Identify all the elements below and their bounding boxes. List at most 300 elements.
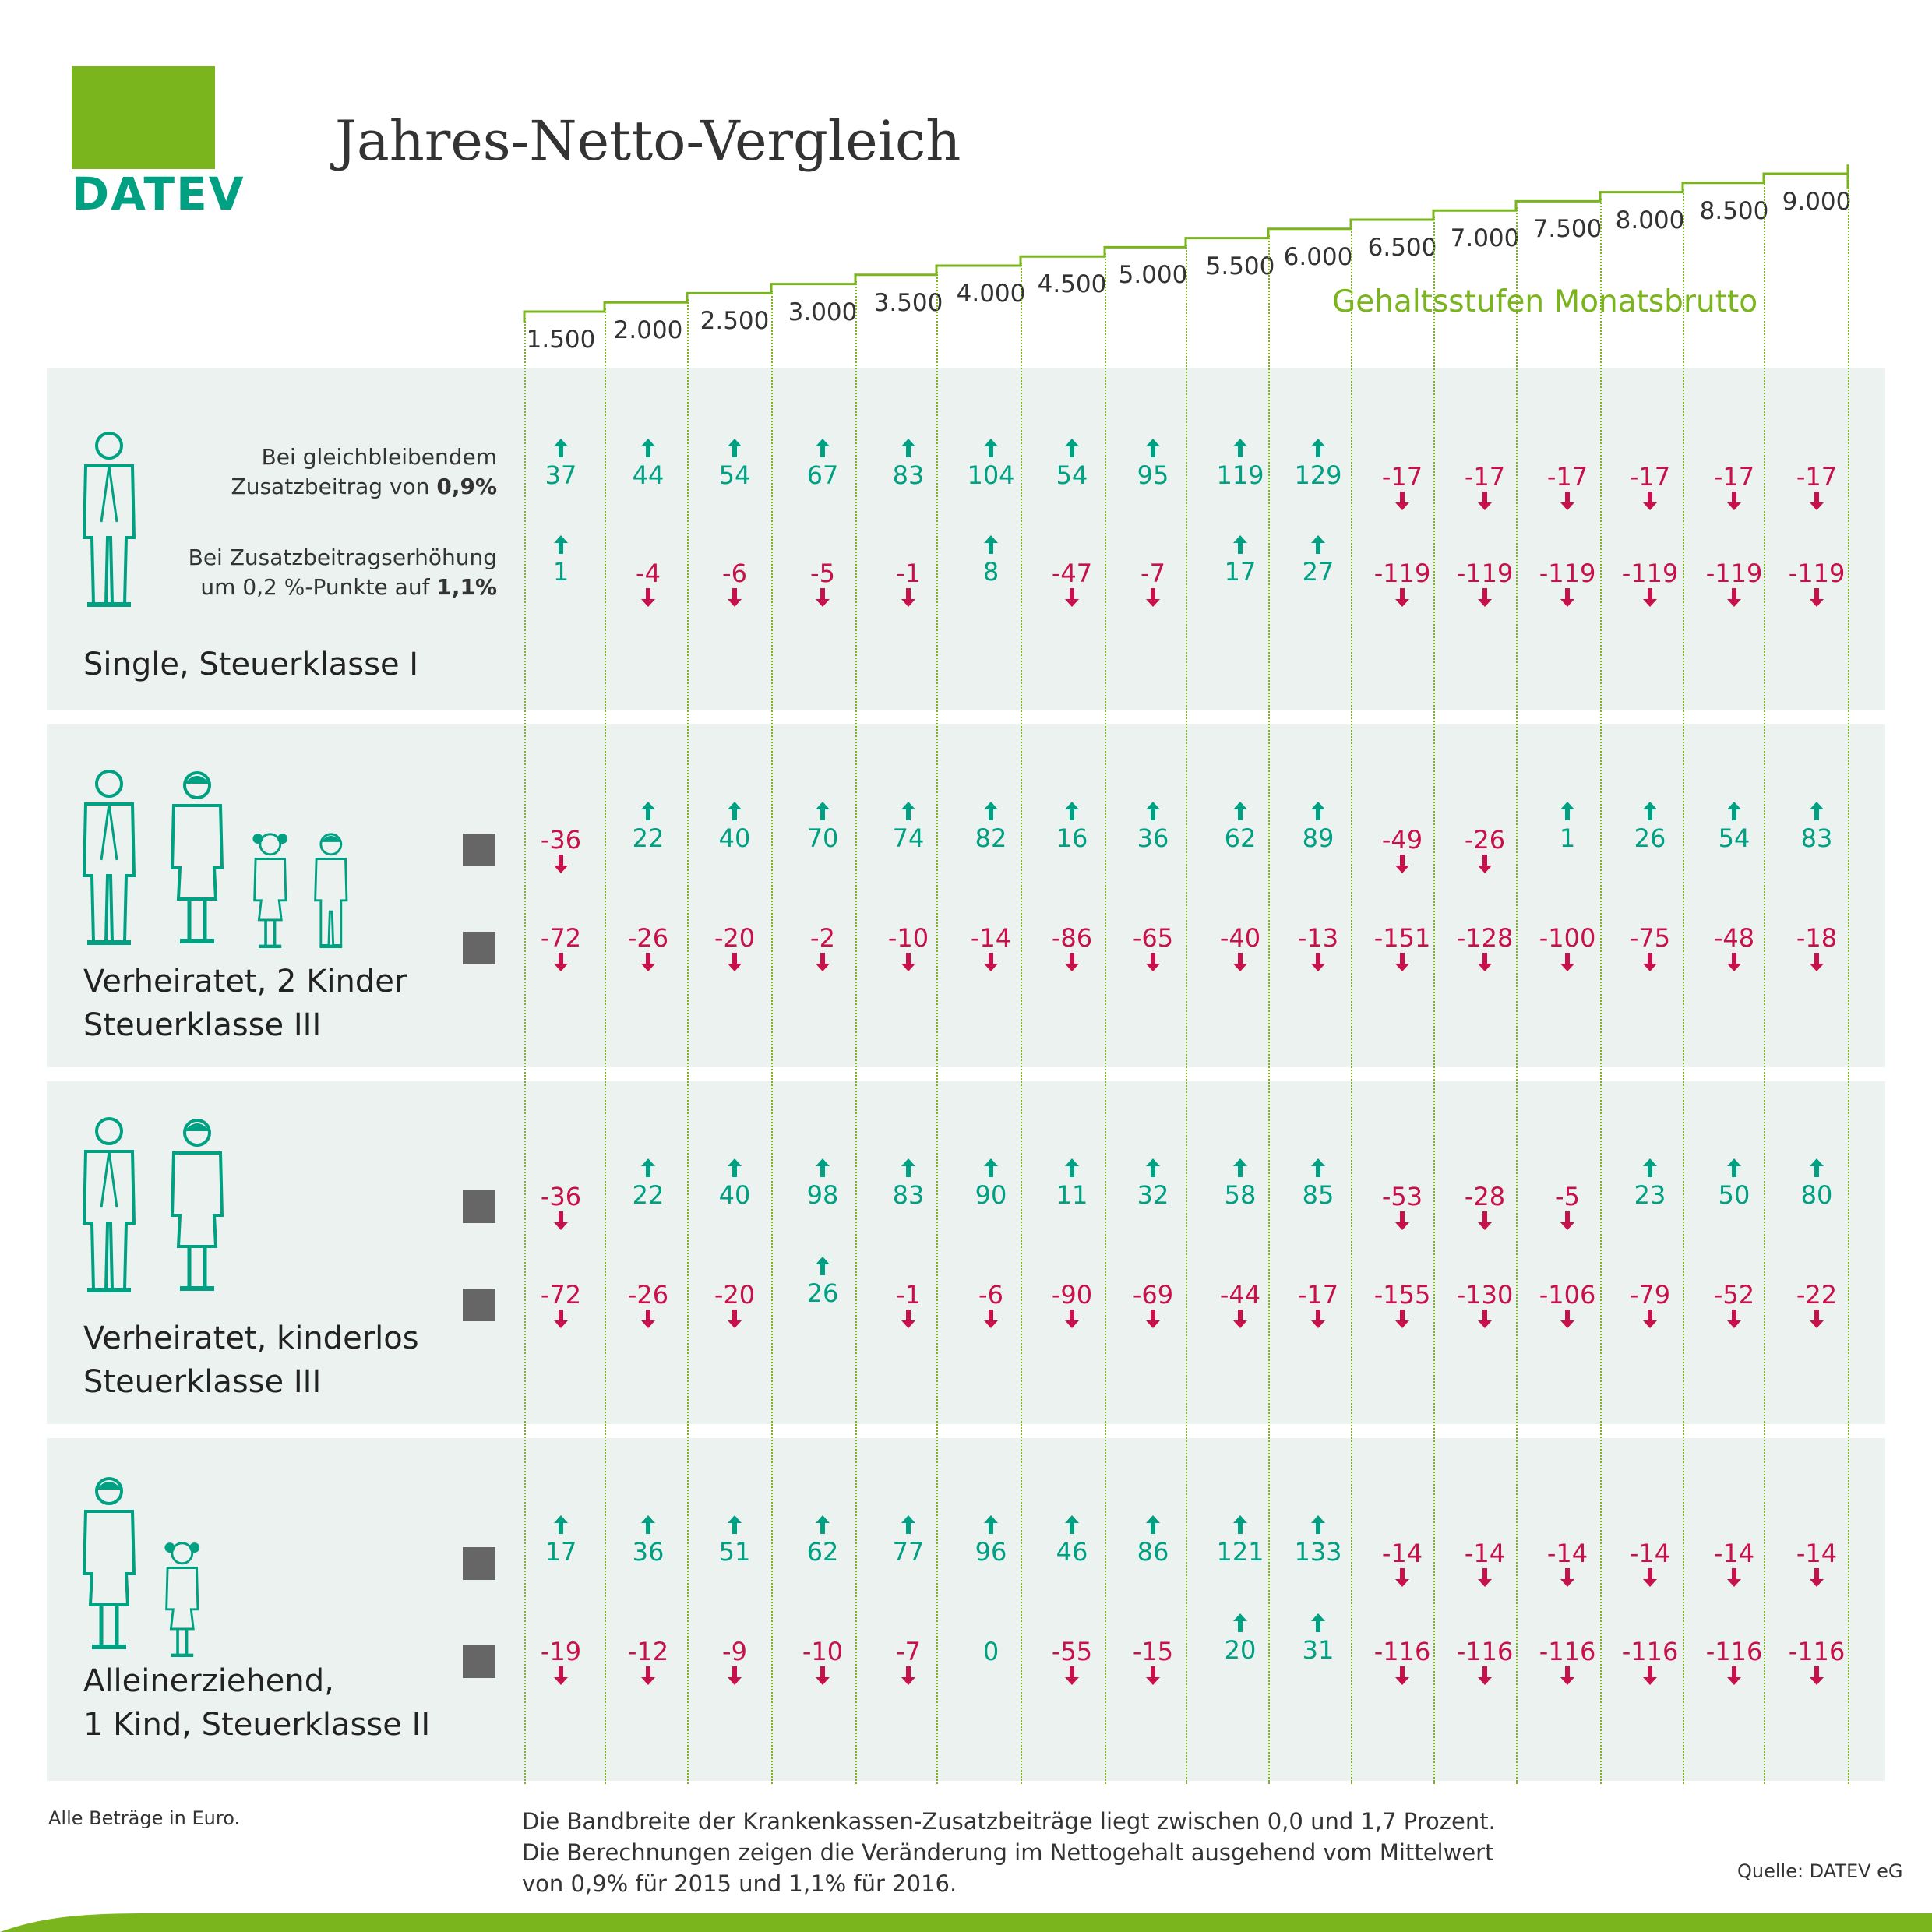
- value-cell: [1037, 438, 1107, 489]
- value-number: -14: [1796, 1539, 1838, 1568]
- arrow-down-icon: [1809, 1309, 1824, 1329]
- arrow-down-icon: [1726, 587, 1742, 608]
- arrow-down-icon: [815, 587, 830, 608]
- datev-logo-text: DATEV: [72, 167, 245, 220]
- value-cell: [1037, 1158, 1107, 1209]
- group-label: [83, 960, 407, 1047]
- value-cell: [1450, 1539, 1520, 1591]
- arrow-down-icon: [1145, 1666, 1161, 1686]
- legend-line-2a: Bei Zusatzbeitragserhöhung: [188, 545, 497, 570]
- arrow-down-icon: [553, 1309, 569, 1329]
- value-cell: [1118, 1158, 1188, 1209]
- arrow-up-icon: [901, 801, 916, 821]
- value-number: 8: [982, 557, 999, 587]
- arrow-up-icon: [983, 1514, 999, 1535]
- value-cell: [1782, 924, 1852, 975]
- value-cell: [526, 1183, 596, 1234]
- value-number: 129: [1294, 460, 1342, 490]
- arrow-down-icon: [1642, 491, 1658, 511]
- arrow-up-icon: [1064, 1158, 1080, 1178]
- woman-icon: [166, 1114, 228, 1293]
- arrow-up-icon: [727, 801, 742, 821]
- value-number: 11: [1056, 1180, 1088, 1210]
- value-number: 54: [1718, 823, 1750, 853]
- arrow-down-icon: [815, 1666, 830, 1686]
- arrow-down-icon: [1809, 1666, 1824, 1686]
- value-cell: [956, 1281, 1026, 1332]
- group-label-line: Steuerklasse III: [83, 1007, 322, 1043]
- arrow-up-icon: [1310, 1613, 1326, 1633]
- row-marker-increase: [463, 1645, 495, 1678]
- value-number: -5: [1555, 1182, 1580, 1211]
- arrow-up-icon: [983, 534, 999, 555]
- value-cell: [1283, 1613, 1353, 1664]
- bottom-swoosh: [0, 1899, 1932, 1932]
- value-number: -79: [1629, 1280, 1671, 1310]
- arrow-up-icon: [901, 1158, 916, 1178]
- value-number: -17: [1546, 462, 1588, 492]
- value-number: -119: [1788, 559, 1846, 588]
- value-cell: [1450, 826, 1520, 877]
- row-marker-increase: [463, 1289, 495, 1321]
- arrow-down-icon: [1809, 952, 1824, 972]
- arrow-down-icon: [640, 587, 656, 608]
- arrow-up-icon: [815, 1256, 830, 1276]
- arrow-down-icon: [553, 854, 569, 874]
- arrow-down-icon: [1310, 952, 1326, 972]
- value-number: -119: [1705, 559, 1763, 588]
- value-cell: [1367, 1539, 1437, 1591]
- arrow-up-icon: [815, 1158, 830, 1178]
- value-cell: [788, 801, 858, 852]
- group-label: [83, 1659, 430, 1747]
- value-cell: [1283, 1514, 1353, 1566]
- value-number: -116: [1539, 1637, 1596, 1666]
- arrow-up-icon: [1310, 438, 1326, 458]
- value-cell: [1782, 1158, 1852, 1209]
- arrow-down-icon: [1726, 1666, 1742, 1686]
- value-number: -72: [540, 923, 582, 953]
- value-number: -106: [1539, 1280, 1596, 1310]
- value-number: 83: [892, 460, 925, 490]
- value-cell: [1532, 1638, 1602, 1689]
- arrow-up-icon: [1560, 801, 1575, 821]
- value-number: -69: [1132, 1280, 1174, 1310]
- column-separator: [687, 299, 689, 1784]
- arrow-down-icon: [1064, 952, 1080, 972]
- value-number: -151: [1373, 923, 1431, 953]
- value-number: 20: [1224, 1635, 1257, 1665]
- value-cell: [1532, 924, 1602, 975]
- value-cell: [1699, 463, 1769, 514]
- value-number: 89: [1302, 823, 1334, 853]
- value-number: -18: [1796, 923, 1838, 953]
- man-icon: [78, 1114, 140, 1293]
- salary-level-label: 7.500: [1532, 215, 1602, 244]
- value-cell: [700, 559, 770, 611]
- value-number: 26: [1634, 823, 1666, 853]
- value-cell: [1450, 1183, 1520, 1234]
- value-cell: [956, 924, 1026, 975]
- woman-icon: [166, 767, 228, 946]
- arrow-down-icon: [1394, 1211, 1410, 1231]
- value-cell: [1615, 801, 1685, 852]
- value-cell: [1782, 801, 1852, 852]
- value-cell: [1367, 1281, 1437, 1332]
- value-number: 37: [545, 460, 577, 490]
- value-cell: [1037, 1638, 1107, 1689]
- arrow-down-icon: [901, 1666, 916, 1686]
- arrow-up-icon: [1232, 1613, 1248, 1633]
- value-cell: [956, 438, 1026, 489]
- arrow-down-icon: [1145, 952, 1161, 972]
- salary-level-label: 3.500: [873, 288, 943, 317]
- value-number: 77: [892, 1537, 925, 1567]
- value-cell: [700, 1281, 770, 1332]
- value-number: 17: [1224, 557, 1257, 587]
- arrow-down-icon: [1477, 952, 1493, 972]
- arrow-down-icon: [1560, 1211, 1575, 1231]
- arrow-up-icon: [553, 534, 569, 555]
- value-number: -116: [1456, 1637, 1514, 1666]
- value-number: 74: [892, 823, 925, 853]
- value-number: -6: [722, 559, 747, 588]
- value-number: -17: [1381, 462, 1423, 492]
- arrow-up-icon: [1310, 801, 1326, 821]
- value-number: -17: [1713, 462, 1755, 492]
- group-label: [83, 643, 418, 686]
- footer-line-1: Die Bandbreite der Krankenkassen-Zusatzbeiträge liegt zwischen 0,0 und 1,7 Prozent.: [522, 1808, 1496, 1835]
- value-number: -12: [627, 1637, 669, 1666]
- value-number: -116: [1373, 1637, 1431, 1666]
- value-number: -28: [1464, 1182, 1506, 1211]
- arrow-up-icon: [1145, 801, 1161, 821]
- value-cell: [1118, 1281, 1188, 1332]
- arrow-up-icon: [1145, 438, 1161, 458]
- source-note: Quelle: DATEV eG: [1737, 1860, 1903, 1882]
- salary-level-label: 6.500: [1367, 234, 1437, 262]
- girl-icon: [248, 822, 293, 951]
- value-cell: [788, 1638, 858, 1689]
- value-number: -15: [1132, 1637, 1174, 1666]
- arrow-down-icon: [1394, 1567, 1410, 1588]
- value-cell: [1367, 1183, 1437, 1234]
- salary-level-label: 7.000: [1450, 224, 1520, 253]
- value-cell: [788, 924, 858, 975]
- value-cell: [700, 1514, 770, 1566]
- value-cell: [526, 826, 596, 877]
- group-label-line: Steuerklasse III: [83, 1364, 322, 1400]
- value-cell: [1205, 801, 1275, 852]
- value-number: 85: [1302, 1180, 1334, 1210]
- arrow-up-icon: [815, 1514, 830, 1535]
- value-cell: [1283, 438, 1353, 489]
- arrow-down-icon: [901, 952, 916, 972]
- value-number: -20: [714, 923, 756, 953]
- value-cell: [1615, 1539, 1685, 1591]
- arrow-up-icon: [1064, 1514, 1080, 1535]
- value-number: 83: [1800, 823, 1833, 853]
- value-cell: [1205, 438, 1275, 489]
- value-cell: [873, 801, 943, 852]
- value-cell: [1367, 463, 1437, 514]
- arrow-down-icon: [1809, 587, 1824, 608]
- value-number: 40: [718, 1180, 751, 1210]
- value-cell: [526, 1638, 596, 1689]
- value-number: 121: [1216, 1537, 1264, 1567]
- arrow-up-icon: [815, 801, 830, 821]
- arrow-down-icon: [1232, 1309, 1248, 1329]
- arrow-up-icon: [1232, 438, 1248, 458]
- salary-level-label: 2.500: [700, 307, 770, 336]
- arrow-down-icon: [553, 1666, 569, 1686]
- value-cell: [613, 1281, 683, 1332]
- arrow-down-icon: [1477, 1211, 1493, 1231]
- value-number: -52: [1713, 1280, 1755, 1310]
- value-number: -14: [1629, 1539, 1671, 1568]
- value-number: -116: [1621, 1637, 1679, 1666]
- arrow-up-icon: [815, 438, 830, 458]
- row-marker-constant: [463, 1190, 495, 1223]
- arrow-down-icon: [1642, 587, 1658, 608]
- arrow-down-icon: [1726, 1567, 1742, 1588]
- value-number: 70: [806, 823, 839, 853]
- arrow-down-icon: [1064, 1309, 1080, 1329]
- arrow-down-icon: [1394, 491, 1410, 511]
- arrow-up-icon: [1064, 438, 1080, 458]
- value-cell: [1205, 1281, 1275, 1332]
- value-cell: [1699, 924, 1769, 975]
- value-number: 119: [1216, 460, 1264, 490]
- value-number: -26: [1464, 825, 1506, 855]
- arrow-up-icon: [1232, 801, 1248, 821]
- value-cell: [1782, 1539, 1852, 1591]
- arrow-up-icon: [727, 1158, 742, 1178]
- value-number: 54: [1056, 460, 1088, 490]
- arrow-down-icon: [1726, 952, 1742, 972]
- arrow-down-icon: [983, 1309, 999, 1329]
- value-number: 22: [632, 1180, 665, 1210]
- value-cell: [1205, 1613, 1275, 1664]
- salary-level-label: 5.500: [1205, 252, 1275, 280]
- value-cell: [788, 1158, 858, 1209]
- value-number: 62: [806, 1537, 839, 1567]
- arrow-down-icon: [1477, 1567, 1493, 1588]
- value-number: -14: [1546, 1539, 1588, 1568]
- value-number: -13: [1297, 923, 1339, 953]
- value-number: 80: [1800, 1180, 1833, 1210]
- value-number: -36: [540, 1182, 582, 1211]
- value-number: -119: [1621, 559, 1679, 588]
- value-cell: [700, 1638, 770, 1689]
- arrow-down-icon: [1477, 1666, 1493, 1686]
- arrow-down-icon: [1560, 1309, 1575, 1329]
- arrow-down-icon: [1809, 1567, 1824, 1588]
- value-cell: [788, 1514, 858, 1566]
- value-cell: [613, 1638, 683, 1689]
- value-cell: [1699, 559, 1769, 611]
- salary-level-label: 8.500: [1699, 196, 1769, 225]
- arrow-up-icon: [1232, 1158, 1248, 1178]
- value-number: -14: [970, 923, 1012, 953]
- value-cell: [1283, 924, 1353, 975]
- arrow-down-icon: [1394, 854, 1410, 874]
- value-number: 36: [632, 1537, 665, 1567]
- value-number: 40: [718, 823, 751, 853]
- value-number: -9: [722, 1637, 747, 1666]
- value-number: 98: [806, 1180, 839, 1210]
- value-cell: [873, 438, 943, 489]
- value-number: -48: [1713, 923, 1755, 953]
- value-cell: [1118, 924, 1188, 975]
- arrow-down-icon: [640, 1666, 656, 1686]
- group-label: [83, 1317, 419, 1404]
- value-cell: [1782, 1281, 1852, 1332]
- value-cell: [956, 1638, 1026, 1666]
- value-number: 96: [975, 1537, 1007, 1567]
- arrow-up-icon: [553, 1514, 569, 1535]
- value-cell: [526, 1514, 596, 1566]
- value-number: 1: [552, 557, 569, 587]
- value-cell: [1699, 1638, 1769, 1689]
- value-number: -10: [802, 1637, 844, 1666]
- arrow-down-icon: [1394, 587, 1410, 608]
- arrow-down-icon: [1726, 1309, 1742, 1329]
- arrow-down-icon: [1560, 1567, 1575, 1588]
- arrow-up-icon: [1064, 801, 1080, 821]
- group-label-line: Verheiratet, 2 Kinder: [83, 964, 407, 999]
- value-number: 46: [1056, 1537, 1088, 1567]
- value-number: 86: [1137, 1537, 1169, 1567]
- salary-level-label: 2.000: [613, 316, 683, 345]
- value-number: 32: [1137, 1180, 1169, 1210]
- value-cell: [1283, 1158, 1353, 1209]
- value-number: 58: [1224, 1180, 1257, 1210]
- value-cell: [1118, 559, 1188, 611]
- value-number: -119: [1456, 559, 1514, 588]
- arrow-down-icon: [727, 587, 742, 608]
- value-cell: [1699, 1281, 1769, 1332]
- value-number: 1: [1559, 823, 1576, 853]
- legend-line-1a: Bei gleichbleibendem: [261, 444, 497, 470]
- arrow-down-icon: [1642, 1309, 1658, 1329]
- arrow-up-icon: [983, 1158, 999, 1178]
- value-cell: [700, 438, 770, 489]
- value-cell: [788, 1256, 858, 1307]
- value-cell: [873, 1281, 943, 1332]
- salary-level-label: 4.000: [956, 280, 1026, 308]
- value-number: 50: [1718, 1180, 1750, 1210]
- value-number: -2: [810, 923, 835, 953]
- arrow-down-icon: [1394, 1309, 1410, 1329]
- group-label-line: 1 Kind, Steuerklasse II: [83, 1707, 431, 1743]
- girl-icon: [160, 1531, 205, 1660]
- value-cell: [1615, 1638, 1685, 1689]
- value-cell: [1450, 924, 1520, 975]
- value-number: 0: [982, 1637, 999, 1666]
- arrow-up-icon: [901, 1514, 916, 1535]
- value-number: -53: [1381, 1182, 1423, 1211]
- value-cell: [1367, 924, 1437, 975]
- value-number: 133: [1294, 1537, 1342, 1567]
- value-cell: [1699, 1158, 1769, 1209]
- value-number: -17: [1464, 462, 1506, 492]
- value-number: 22: [632, 823, 665, 853]
- arrow-up-icon: [1726, 1158, 1742, 1178]
- value-cell: [1699, 1539, 1769, 1591]
- value-cell: [1205, 1514, 1275, 1566]
- arrow-down-icon: [1477, 587, 1493, 608]
- value-number: -6: [978, 1280, 1003, 1310]
- arrow-up-icon: [1642, 801, 1658, 821]
- value-cell: [1699, 801, 1769, 852]
- arrow-up-icon: [640, 801, 656, 821]
- arrow-down-icon: [727, 1309, 742, 1329]
- page-title: Jahres-Netto-Vergleich: [335, 109, 961, 173]
- value-number: 27: [1302, 557, 1334, 587]
- footer-line-3: von 0,9% für 2015 und 1,1% für 2016.: [522, 1870, 957, 1897]
- group-label-line: Verheiratet, kinderlos: [83, 1320, 419, 1356]
- value-cell: [1450, 1281, 1520, 1332]
- value-cell: [1532, 1183, 1602, 1234]
- arrow-down-icon: [1145, 1309, 1161, 1329]
- value-number: -14: [1464, 1539, 1506, 1568]
- value-number: -130: [1456, 1280, 1514, 1310]
- value-cell: [613, 801, 683, 852]
- salary-level-label: 4.500: [1037, 270, 1107, 299]
- row-marker-constant: [463, 1547, 495, 1580]
- arrow-down-icon: [1560, 491, 1575, 511]
- value-cell: [1205, 924, 1275, 975]
- value-cell: [1532, 801, 1602, 852]
- value-cell: [873, 924, 943, 975]
- arrow-down-icon: [1560, 587, 1575, 608]
- value-cell: [1532, 463, 1602, 514]
- value-cell: [1532, 1281, 1602, 1332]
- arrow-down-icon: [1394, 1666, 1410, 1686]
- value-number: -1: [896, 559, 921, 588]
- arrow-up-icon: [1809, 801, 1824, 821]
- value-number: -65: [1132, 923, 1174, 953]
- value-cell: [1037, 1281, 1107, 1332]
- value-cell: [1283, 534, 1353, 586]
- value-cell: [1118, 801, 1188, 852]
- arrow-down-icon: [1642, 1567, 1658, 1588]
- value-number: 16: [1056, 823, 1088, 853]
- arrow-up-icon: [640, 1514, 656, 1535]
- value-number: 31: [1302, 1635, 1334, 1665]
- value-cell: [613, 438, 683, 489]
- boy-icon: [308, 822, 354, 951]
- arrow-down-icon: [1064, 1666, 1080, 1686]
- arrow-down-icon: [553, 952, 569, 972]
- value-cell: [1118, 1514, 1188, 1566]
- arrow-down-icon: [640, 1309, 656, 1329]
- arrow-down-icon: [727, 952, 742, 972]
- value-cell: [1367, 826, 1437, 877]
- value-cell: [1283, 801, 1353, 852]
- footer-text: [522, 1806, 1496, 1899]
- value-number: -22: [1796, 1280, 1838, 1310]
- legend-increase: [140, 543, 497, 602]
- arrow-down-icon: [1310, 1309, 1326, 1329]
- arrow-down-icon: [1394, 952, 1410, 972]
- value-number: -20: [714, 1280, 756, 1310]
- value-number: -7: [1141, 559, 1165, 588]
- arrow-up-icon: [983, 801, 999, 821]
- man-icon: [78, 767, 140, 946]
- arrow-up-icon: [1145, 1158, 1161, 1178]
